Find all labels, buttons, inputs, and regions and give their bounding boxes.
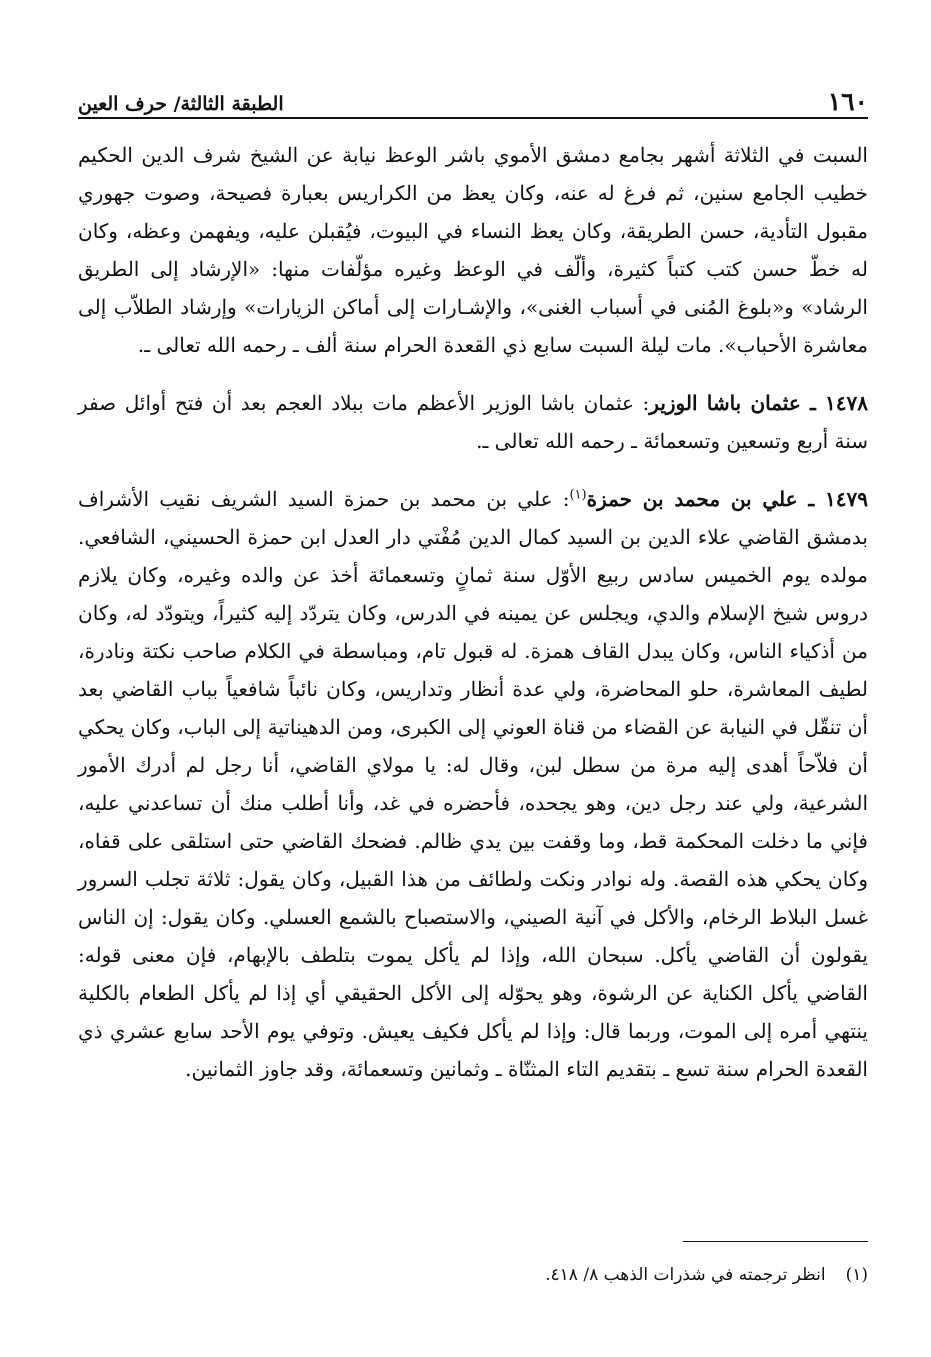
running-head: الطبقة الثالثة/ حرف العين	[78, 93, 284, 115]
entry-heading: ١٤٧٩ ـ علي بن محمد بن حمزة	[586, 487, 868, 511]
header-rule	[78, 117, 868, 119]
entry-1479	[78, 480, 868, 1088]
entry-text: : علي بن محمد بن حمزة السيد الشريف نقيب الأشراف بدمشق القاضي علاء الدين بن السيد كمال الدين مُفْتي دار العدل ابن حمزة الحسيني، الشافعي. مولده يوم الخميس سادس ربيع الأوّل سنة ثمانٍ وتسعمائة أخذ عن والده وغيره، وكان يلازم دروس شيخ الإسلام والدي، ويجلس عن يمينه في الدرس، وكان يتردّد إليه كثيراً، ويتودّد له، وكان من أذكياء الناس، وكان يبدل القاف همزة. له قبول تام، ومباسطة في الكلام صاحب نكتة ونادرة، لطيف المعاشرة، حلو المحاضرة، ولي عدة أنظار وتداريس، وكان نائباً شافعياً بباب القاضي بعد أن تنقّل في النيابة عن القضاء من قناة العوني إلى الكبرى، ومن الدهيناتية إلى الباب، وكان يحكي أن فلاّحاً أهدى إليه مرة من سطل لبن، وقال له: يا مولاي القاضي، أنا رجل لم أدرك الأمور الشرعية، ولي عند رجل دين، وهو يجحده، فأحضره في غد، وأنا أطلب منك أن تساعدني عليه، فإني ما دخلت المحكمة قط، وما وقفت بين يدي ظالم. فضحك القاضي حتى استلقى على قفاه، وكان يحكي هذه القصة. وله نوادر ونكت ولطائف من هذا القبيل، وكان يقول: ثلاثة تجلب السرور غسل البلاط الرخام، والأكل في آنية الصيني، والاستصباح بالشمع العسلي. وكان يقول: إن الناس يقولون أن القاضي يأكل. سبحان الله، وإذا لم يأكل يموت بتلطف بالإبهام، فإن معنى قوله: القاضي يأكل الكناية عن الرشوة، وهو يحوّله إلى الأكل الحقيقي أي إذا لم يأكل الطعام بالكلية ينتهي أمره إلى الموت، وربما قال: وإذا لم يأكل فكيف يعيش. وتوفي يوم الأحد سابع عشري ذي القعدة الحرام سنة تسع ـ بتقديم التاء المثنّاة ـ وثمانين وتسعمائة، وقد جاوز الثمانين.	[78, 487, 868, 1081]
footnote-number: (١)	[845, 1265, 868, 1285]
paragraph-continued	[78, 136, 868, 364]
footnote-text: انظر ترجمته في شذرات الذهب ٨/ ٤١٨.	[545, 1265, 826, 1285]
entry-heading: ١٤٧٨ ـ عثمان باشا الوزير	[649, 391, 868, 415]
footnote	[78, 1262, 868, 1288]
footnote-marker: (١)	[569, 487, 587, 503]
paragraph-text: السبت في الثلاثة أشهر بجامع دمشق الأموي باشر الوعظ نيابة عن الشيخ شرف الدين الحكيم خطيب الجامع سنين، ثم فرغ له عنه، وكان يعظ من الكراريس بعبارة فصيحة، وصوت جهوري مقبول التأدية، حسن الطريقة، وكان يعظ النساء في البيوت، فيُقبلن عليه، ويفهمن وعظه، وكان له خطّ حسن كتب كتباً كثيرة، وألّف في الوعظ وغيره مؤلّفات منها: «الإرشاد إلى الطريق الرشاد» و«بلوغ المُنى في أسباب الغنى»، والإشـارات إلى أماكن الزيارات» وإرشاد الطلاّب إلى معاشرة الأحباب». مات ليلة السبت سابع ذي القعدة الحرام سنة ألف ـ رحمه الله تعالى ـ.	[78, 143, 868, 357]
main-text	[78, 136, 868, 1088]
entry-1478	[78, 384, 868, 460]
page-number: ١٦٠	[827, 87, 868, 116]
page-header	[78, 78, 868, 114]
footnote-rule	[683, 1241, 868, 1242]
entry-text: : عثمان باشا الوزير الأعظم مات ببلاد العجم بعد أن فتح أوائل صفر سنة أربع وتسعين وتسعمائة ـ رحمه الله تعالى ـ.	[78, 391, 868, 453]
